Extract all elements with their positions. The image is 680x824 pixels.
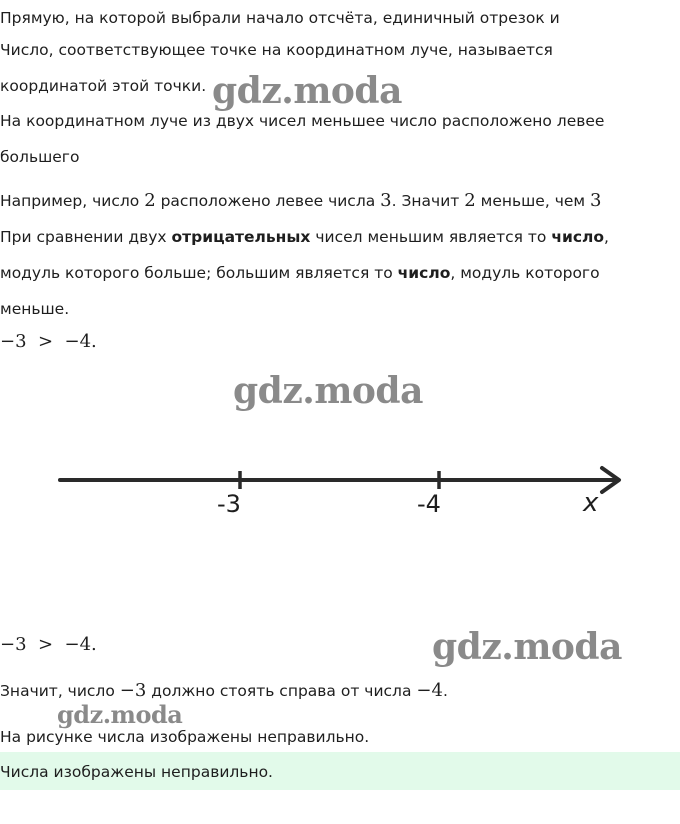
- bold-term: число: [397, 264, 451, 282]
- text-fragment: модуль которого больше; большим является то: [0, 264, 398, 282]
- math-number: −3: [119, 680, 147, 701]
- text-line: Число, соответствующее точке на координатном луче, называется: [0, 41, 553, 59]
- conclusion-line: [0, 681, 448, 701]
- text-fragment: При сравнении двух: [0, 228, 172, 246]
- text-line: координатой этой точки.: [0, 77, 207, 95]
- text-line: меньше.: [0, 300, 70, 318]
- number-line: [0, 455, 680, 515]
- tick-label: -3: [217, 490, 241, 518]
- math-number: −4: [416, 680, 443, 701]
- math-inequality: −3 > −4.: [0, 331, 97, 352]
- rule-line: [0, 263, 600, 283]
- bold-term: отрицательных: [171, 228, 311, 246]
- text-fragment: . Значит: [391, 192, 465, 210]
- answer-text: Числа изображены неправильно.: [0, 763, 273, 781]
- rule-line: [0, 227, 609, 247]
- bold-term: число: [551, 228, 605, 246]
- watermark: gdz.moda: [212, 70, 402, 112]
- math-inequality: −3 > −4.: [0, 634, 97, 655]
- math-number: 2: [144, 190, 156, 211]
- text-fragment: должно стоять справа от числа: [146, 682, 417, 700]
- answer-block: [0, 752, 680, 790]
- text-fragment: меньше, чем: [475, 192, 591, 210]
- text-fragment: расположено левее числа: [155, 192, 381, 210]
- text-line: На координатном луче из двух чисел меньшее число расположено левее: [0, 112, 605, 130]
- text-fragment: Значит, число: [0, 682, 120, 700]
- text-line: На рисунке числа изображены неправильно.: [0, 728, 370, 746]
- tick-label: -4: [417, 490, 441, 518]
- math-number: 2: [464, 190, 476, 211]
- text-fragment: .: [442, 682, 448, 700]
- text-line: Прямую, на которой выбрали начало отсчёта, единичный отрезок и: [0, 9, 560, 27]
- text-fragment: чисел меньшим является то: [310, 228, 552, 246]
- watermark: gdz.moda: [57, 700, 183, 729]
- example-line: [0, 191, 601, 211]
- text-line: большего: [0, 148, 80, 166]
- text-fragment: , модуль которого: [450, 264, 600, 282]
- math-number: 3: [590, 190, 602, 211]
- watermark: gdz.moda: [233, 370, 423, 412]
- text-fragment: Например, число: [0, 192, 145, 210]
- text-fragment: ,: [604, 228, 609, 246]
- math-number: 3: [380, 190, 392, 211]
- axis-variable-label: x: [583, 488, 599, 518]
- watermark: gdz.moda: [432, 626, 622, 668]
